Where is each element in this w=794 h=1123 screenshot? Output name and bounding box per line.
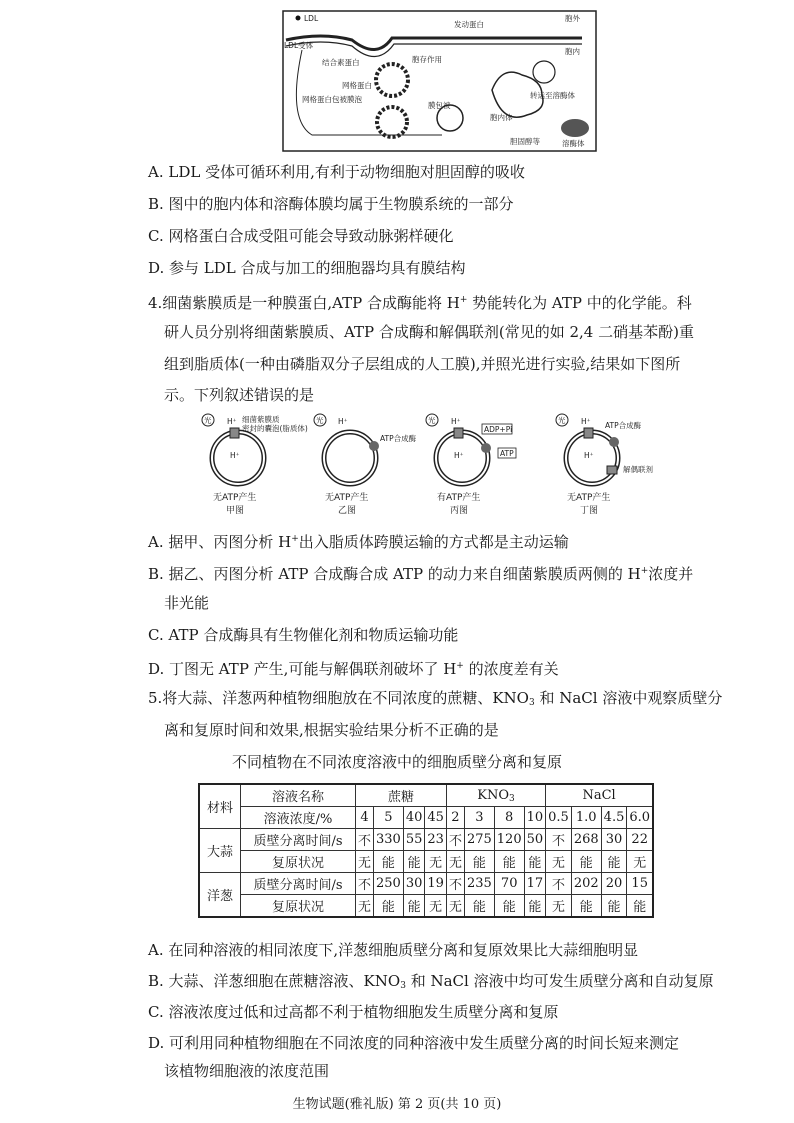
q4-stem-line1: 4.细菌紫膜质是一种膜蛋白,ATP 合成酶能将 H+ 势能转化为 ATP 中的化学能。科 xyxy=(148,294,692,312)
table-row xyxy=(199,829,653,851)
table-cell: 22 xyxy=(627,829,653,851)
panel-bing xyxy=(426,414,516,516)
svg-text:丁图: 丁图 xyxy=(580,506,599,516)
table-cell: 能 xyxy=(374,851,404,873)
table-cell: $KNO_3$ xyxy=(446,784,545,807)
table-cell: 蔗糖 xyxy=(356,784,447,807)
q4-stem-line2: 研人员分别将细菌紫膜质、ATP 合成酶和解偶联剂(常见的如 2,4 二硝基苯酚)重 xyxy=(164,323,694,341)
lysosome-label: 溶酶体 xyxy=(562,139,585,148)
svg-text:丙图: 丙图 xyxy=(450,506,469,516)
table-cell: 材料 xyxy=(199,784,241,829)
svg-text:光: 光 xyxy=(558,416,566,425)
table-cell: 能 xyxy=(601,895,627,918)
q5-option-d-cont: 该植物细胞液的浓度范围 xyxy=(164,1062,330,1080)
q3-option-a: A. LDL 受体可循环利用,有利于动物细胞对胆固醇的吸收 xyxy=(148,163,525,181)
table-cell: 不 xyxy=(446,829,464,851)
ldl-label: LDL xyxy=(304,14,319,23)
table-cell: 不 xyxy=(446,873,464,895)
adapter-label: 结合素蛋白 xyxy=(322,58,360,67)
svg-text:H⁺: H⁺ xyxy=(230,451,240,460)
table-cell: 17 xyxy=(524,873,546,895)
table-cell: 大蒜 xyxy=(199,829,241,873)
table-cell: 能 xyxy=(571,895,601,918)
table-cell: 15 xyxy=(627,873,653,895)
table-cell: 5 xyxy=(374,807,404,829)
q3-option-b: B. 图中的胞内体和溶酶体膜均属于生物膜系统的一部分 xyxy=(148,195,514,213)
table-cell: 能 xyxy=(403,851,425,873)
table-cell: 8 xyxy=(494,807,524,829)
table-cell: 无 xyxy=(356,895,374,918)
table-cell: 0.5 xyxy=(546,807,572,829)
table-cell: 无 xyxy=(446,851,464,873)
table-cell: 能 xyxy=(403,895,425,918)
panel-ding xyxy=(556,414,653,516)
svg-text:ADP+Pi: ADP+Pi xyxy=(484,425,513,434)
svg-text:ATP: ATP xyxy=(500,449,514,458)
table-cell: 不 xyxy=(356,829,374,851)
table-cell: 无 xyxy=(546,895,572,918)
table-cell: 120 xyxy=(494,829,524,851)
table-cell: 1.0 xyxy=(571,807,601,829)
q4-option-d: D. 丁图无 ATP 产生,可能与解偶联剂破坏了 H+ 的浓度差有关 xyxy=(148,660,559,678)
table-cell: 不 xyxy=(546,829,572,851)
table-cell: 235 xyxy=(464,873,494,895)
cholesterol-label: 胆固醇等 xyxy=(510,137,540,146)
table-cell: 无 xyxy=(425,895,447,918)
clathrin-label: 网格蛋白 xyxy=(342,81,372,90)
q3-option-c: C. 网格蛋白合成受阻可能会导致动脉粥样硬化 xyxy=(148,227,454,245)
table-cell: 268 xyxy=(571,829,601,851)
table-row xyxy=(199,807,653,829)
table-cell: 溶液浓度/% xyxy=(241,807,356,829)
svg-text:甲图: 甲图 xyxy=(226,506,245,516)
table-cell: 无 xyxy=(546,851,572,873)
table-cell: 50 xyxy=(524,829,546,851)
table-row xyxy=(199,895,653,918)
inside-label: 胞内 xyxy=(565,47,580,56)
table-cell: 质壁分离时间/s xyxy=(241,829,356,851)
page-footer: 生物试题(雅礼版) 第 2 页(共 10 页) xyxy=(292,1097,502,1112)
q4-stem-line3: 组到脂质体(一种由磷脂双分子层组成的人工膜),并照光进行实验,结果如下图所 xyxy=(164,355,681,373)
table-cell: 4 xyxy=(356,807,374,829)
table-cell: 45 xyxy=(425,807,447,829)
endosome-label: 胞内体 xyxy=(490,113,513,122)
q5-option-b: B. 大蒜、洋葱细胞在蔗糖溶液、$KNO_3$ 和 NaCl 溶液中均可发生质壁分离和自动复原 xyxy=(148,972,714,991)
table-title: 不同植物在不同浓度溶液中的细胞质壁分离和复原 xyxy=(231,753,562,771)
table-cell: 6.0 xyxy=(627,807,653,829)
transport-label: 转运至溶酶体 xyxy=(530,91,575,100)
svg-text:乙图: 乙图 xyxy=(338,506,357,516)
svg-text:H⁺: H⁺ xyxy=(584,451,594,460)
svg-text:ATP合成酶: ATP合成酶 xyxy=(605,421,642,430)
svg-text:H⁺: H⁺ xyxy=(581,417,591,426)
svg-text:光: 光 xyxy=(316,416,324,425)
svg-text:ATP合成酶: ATP合成酶 xyxy=(380,434,417,443)
table-cell: 无 xyxy=(356,851,374,873)
coated-label: 膜包被 xyxy=(428,101,451,110)
q4-option-c: C. ATP 合成酶具有生物催化剂和物质运输功能 xyxy=(148,626,459,644)
table-cell: 洋葱 xyxy=(199,873,241,918)
motor-label: 发动蛋白 xyxy=(454,20,484,29)
outside-label: 胞外 xyxy=(565,14,580,23)
svg-text:无ATP产生: 无ATP产生 xyxy=(325,493,369,503)
svg-text:解偶联剂: 解偶联剂 xyxy=(623,465,653,474)
table-cell: 202 xyxy=(571,873,601,895)
q4-option-b: B. 据乙、丙图分析 ATP 合成酶合成 ATP 的动力来自细菌紫膜质两侧的 H+浓度并 xyxy=(148,565,694,583)
table-cell: 275 xyxy=(464,829,494,851)
ldl-figure xyxy=(282,10,597,152)
storage-label: 胞存作用 xyxy=(412,55,442,64)
svg-text:H⁺: H⁺ xyxy=(454,451,464,460)
q5-stem-line2: 离和复原时间和效果,根据实验结果分析不正确的是 xyxy=(164,721,499,739)
table-cell: 55 xyxy=(403,829,425,851)
svg-text:细菌紫膜质: 细菌紫膜质 xyxy=(242,415,280,424)
svg-text:光: 光 xyxy=(204,416,212,425)
table-cell: 70 xyxy=(494,873,524,895)
q3-option-d: D. 参与 LDL 合成与加工的细胞器均具有膜结构 xyxy=(148,259,466,277)
table-cell: 溶液名称 xyxy=(241,784,356,807)
table-cell: 330 xyxy=(374,829,404,851)
table-cell: 能 xyxy=(464,851,494,873)
svg-text:有ATP产生: 有ATP产生 xyxy=(437,493,481,503)
receptor-label: LDL受体 xyxy=(284,41,314,50)
table-cell: 20 xyxy=(601,873,627,895)
table-cell: 30 xyxy=(403,873,425,895)
table-cell: 能 xyxy=(571,851,601,873)
table-cell: 复原状况 xyxy=(241,851,356,873)
q5-option-c: C. 溶液浓度过低和过高都不利于植物细胞发生质壁分离和复原 xyxy=(148,1003,559,1021)
table-cell: 250 xyxy=(374,873,404,895)
table-cell: 复原状况 xyxy=(241,895,356,918)
table-cell: 3 xyxy=(464,807,494,829)
svg-text:密封的囊泡(脂质体): 密封的囊泡(脂质体) xyxy=(242,424,308,433)
table-cell: NaCl xyxy=(546,784,653,807)
results-table xyxy=(198,783,654,918)
table-cell: 4.5 xyxy=(601,807,627,829)
table-cell: 40 xyxy=(403,807,425,829)
panel-jia xyxy=(202,414,308,516)
table-cell: 2 xyxy=(446,807,464,829)
svg-text:无ATP产生: 无ATP产生 xyxy=(567,493,611,503)
svg-text:H⁺: H⁺ xyxy=(451,417,461,426)
panel-yi xyxy=(314,414,417,516)
table-cell: 质壁分离时间/s xyxy=(241,873,356,895)
q5-option-d: D. 可利用同种植物细胞在不同浓度的同种溶液中发生质壁分离的时间长短来测定 xyxy=(148,1034,680,1052)
table-cell: 无 xyxy=(627,851,653,873)
table-cell: 能 xyxy=(524,851,546,873)
svg-text:H⁺: H⁺ xyxy=(338,417,348,426)
liposome-figure xyxy=(200,412,660,520)
table-cell: 能 xyxy=(524,895,546,918)
table-cell: 23 xyxy=(425,829,447,851)
q5-option-a: A. 在同种溶液的相同浓度下,洋葱细胞质壁分离和复原效果比大蒜细胞明显 xyxy=(148,941,639,959)
q5-stem-line1: 5.将大蒜、洋葱两种植物细胞放在不同浓度的蔗糖、$KNO_3$ 和 NaCl 溶液中观察质壁分 xyxy=(148,689,723,708)
table-cell: 能 xyxy=(374,895,404,918)
table-cell: 能 xyxy=(601,851,627,873)
table-cell: 10 xyxy=(524,807,546,829)
table-row xyxy=(199,873,653,895)
q4-option-b-cont: 非光能 xyxy=(164,594,210,612)
table-cell: 无 xyxy=(425,851,447,873)
table-cell: 能 xyxy=(464,895,494,918)
table-cell: 无 xyxy=(446,895,464,918)
table-row xyxy=(199,851,653,873)
vesicle-label: 网格蛋白包被膜泡 xyxy=(302,95,362,104)
q4-option-a: A. 据甲、丙图分析 H+出入脂质体跨膜运输的方式都是主动运输 xyxy=(148,533,569,551)
table-row xyxy=(199,784,653,807)
table-cell: 能 xyxy=(494,851,524,873)
table-cell: 不 xyxy=(546,873,572,895)
table-cell: 能 xyxy=(627,895,653,918)
svg-text:H⁺: H⁺ xyxy=(227,417,237,426)
q4-stem-line4: 示。下列叙述错误的是 xyxy=(164,386,315,404)
table-cell: 不 xyxy=(356,873,374,895)
svg-text:光: 光 xyxy=(428,416,436,425)
table-cell: 19 xyxy=(425,873,447,895)
svg-text:无ATP产生: 无ATP产生 xyxy=(213,493,257,503)
table-cell: 30 xyxy=(601,829,627,851)
table-cell: 能 xyxy=(494,895,524,918)
